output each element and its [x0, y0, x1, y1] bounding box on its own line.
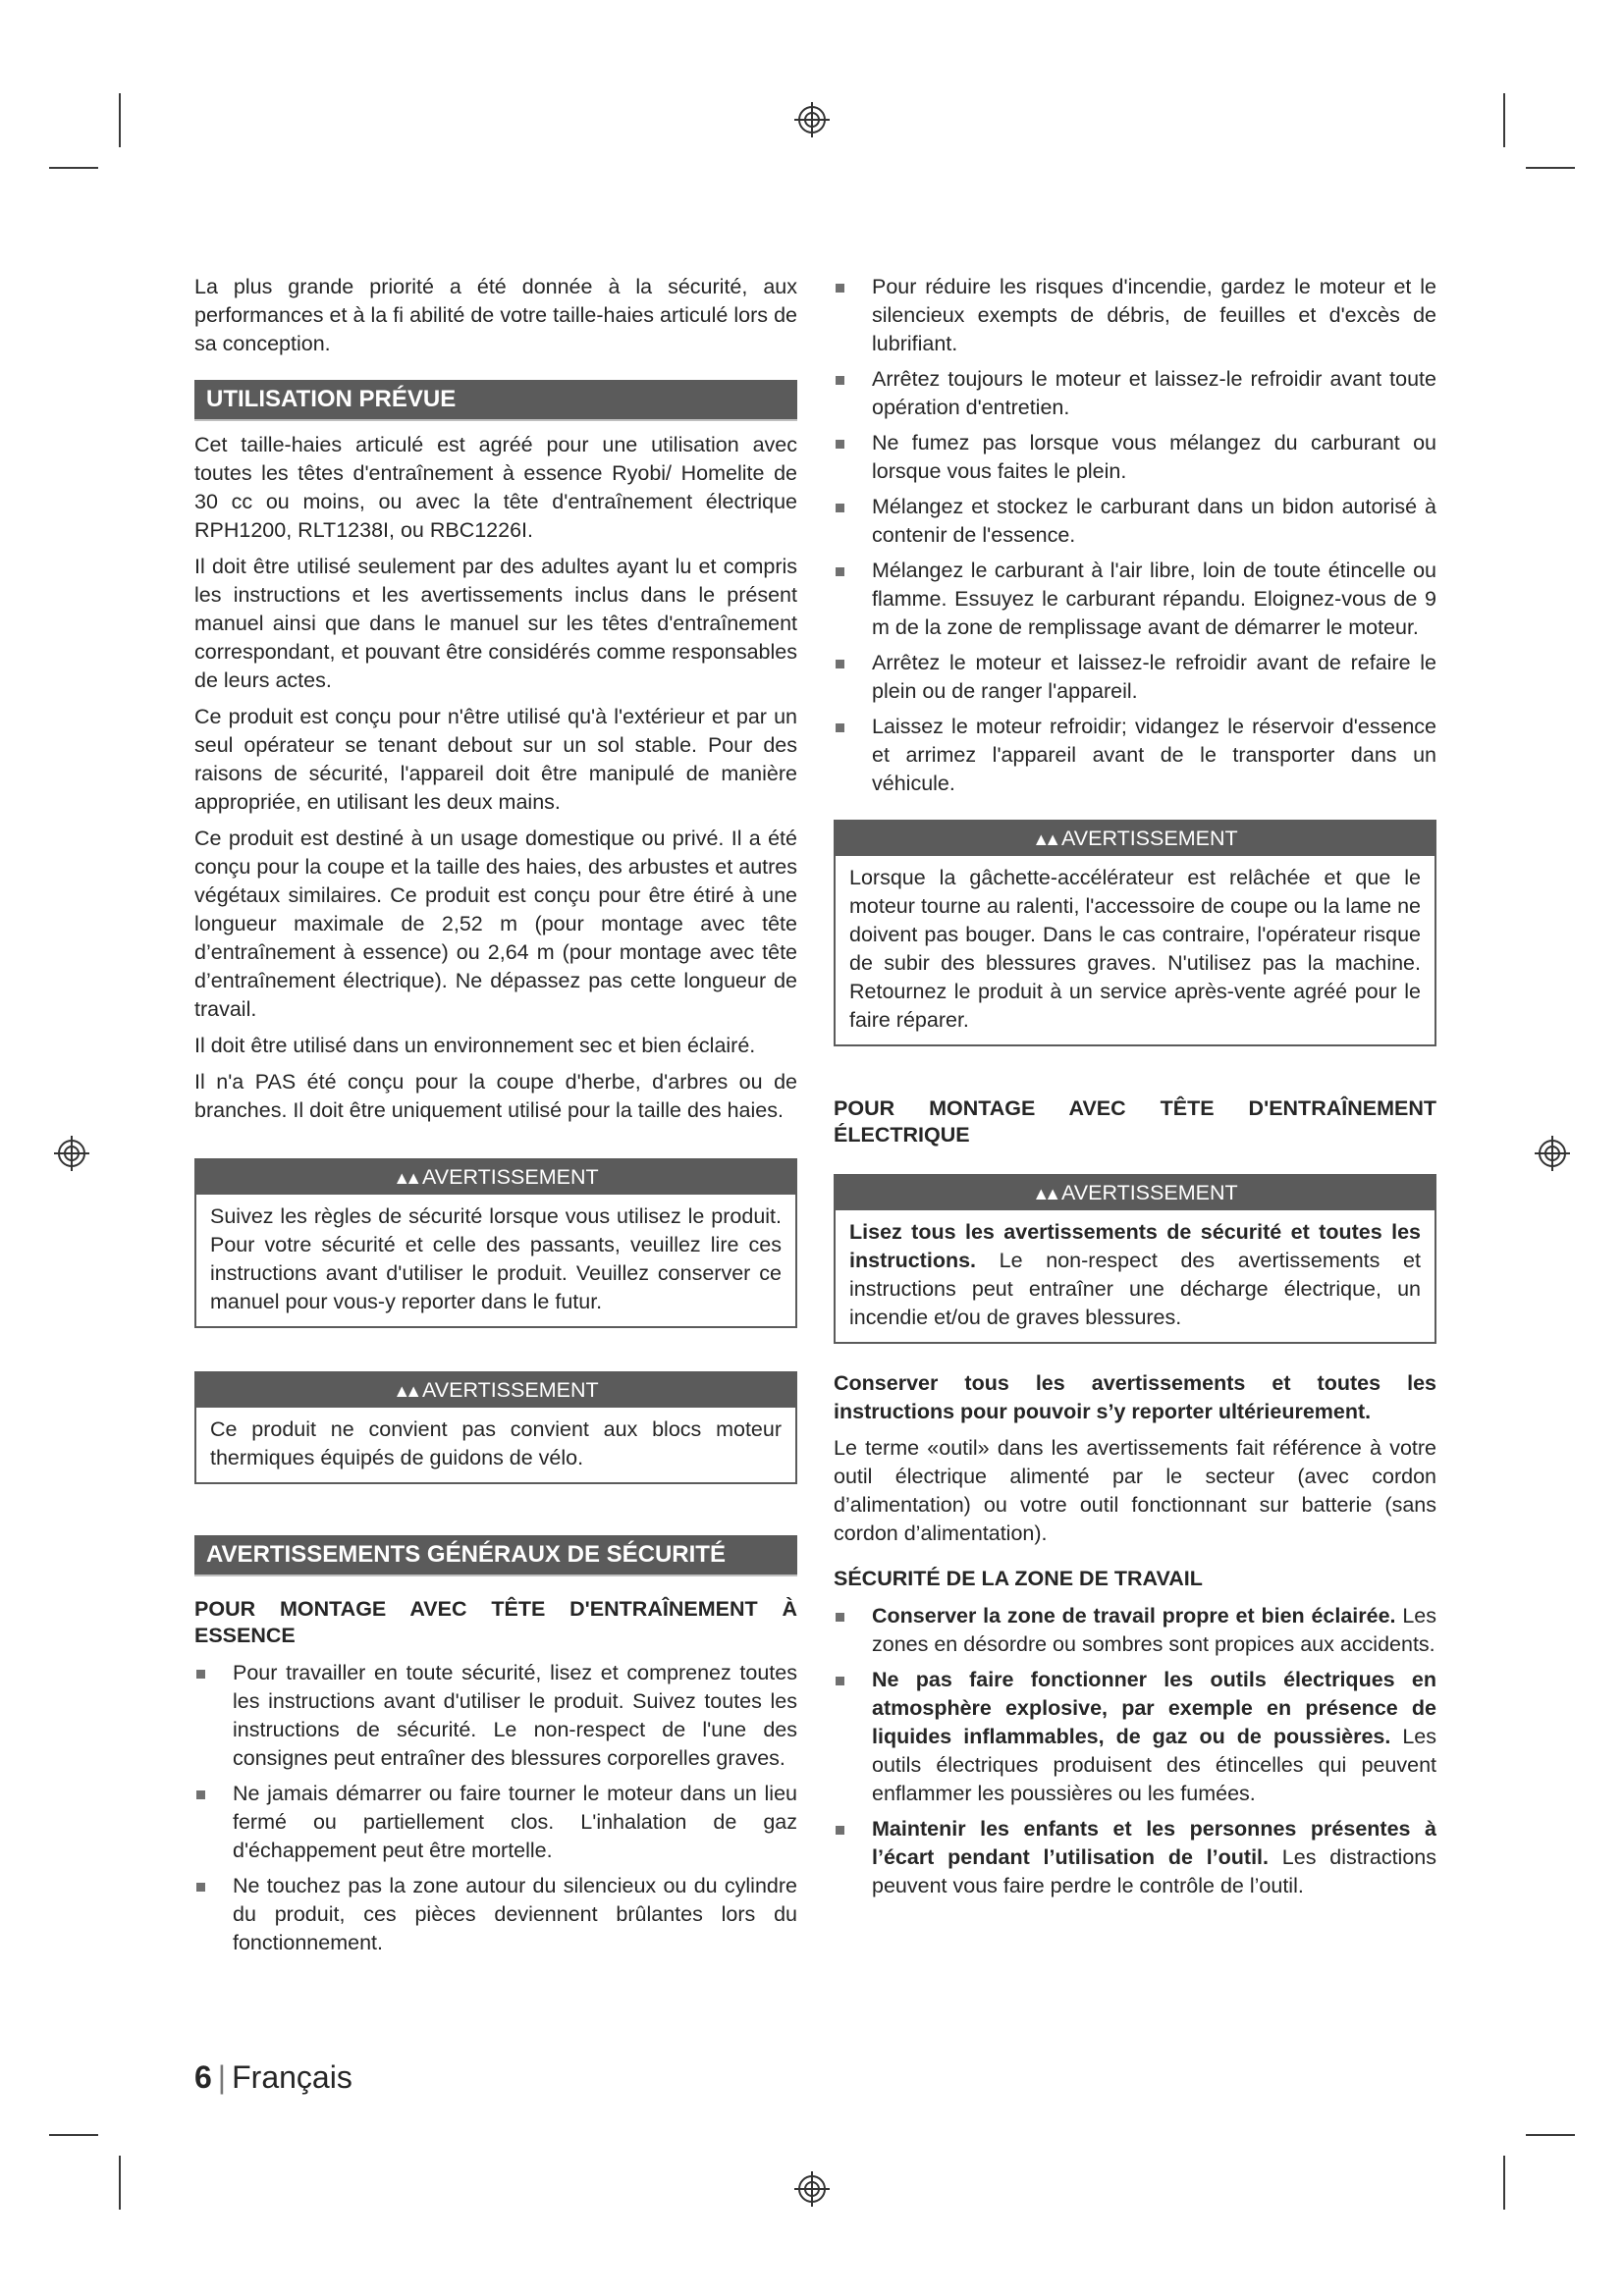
crop-mark: [1503, 2156, 1505, 2210]
list-item-bold: Maintenir les enfants et les personnes présentes à l’écart pendant l’utilisation de l’outil.: [872, 1817, 1436, 1869]
crop-mark: [1503, 93, 1505, 147]
bullet-square-icon: [836, 504, 844, 512]
list-item: [834, 1815, 1436, 1900]
warning-title: AVERTISSEMENT: [1061, 827, 1238, 850]
crop-mark: [119, 93, 121, 147]
warning-box: [834, 1174, 1436, 1344]
subheading-zone-travail: SÉCURITÉ DE LA ZONE DE TRAVAIL: [834, 1567, 1203, 1590]
list-item-text: Les distractions peuvent vous faire perdre le contrôle de l’outil.: [872, 1845, 1436, 1897]
section-title-avertissements: AVERTISSEMENTS GÉNÉRAUX DE SÉCURITÉ: [194, 1535, 797, 1576]
bullet-list: [834, 273, 1436, 798]
bullet-list: [194, 1659, 797, 1957]
footer-separator: |: [217, 2059, 227, 2095]
section-title-utilisation: UTILISATION PRÉVUE: [194, 380, 797, 421]
warning-triangle-icon: ▲▲: [1032, 829, 1056, 849]
list-item-bold: Conserver la zone de travail propre et bien éclairée.: [872, 1604, 1396, 1628]
warning-title: AVERTISSEMENT: [422, 1165, 599, 1189]
registration-mark-icon: [54, 1136, 89, 1171]
list-item: [834, 273, 1436, 358]
crop-mark: [119, 2156, 121, 2210]
registration-mark-icon: [794, 2171, 830, 2207]
paragraph: Il doit être utilisé seulement par des adultes ayant lu et compris les instructions et les avertissements inclus dans le présent manuel ainsi que dans le manuel sur les têtes d'entraînement correspondant, et pouvant être considérés comme responsables de leurs actes.: [194, 555, 797, 692]
warning-bold-text: Lisez tous les avertissements de sécurité et toutes les instructions.: [849, 1220, 1421, 1272]
outil-paragraph: Le terme «outil» dans les avertissements fait référence à votre outil électrique alimenté par le secteur (avec cordon d’alimentation) ou votre outil fonctionnant sur batterie (sans cordon d’alimentation).: [834, 1436, 1436, 1545]
warning-triangle-icon: ▲▲: [393, 1381, 417, 1401]
warning-title: AVERTISSEMENT: [422, 1378, 599, 1402]
warning-triangle-icon: ▲▲: [1032, 1184, 1056, 1203]
warning-text: Ce produit ne convient pas convient aux blocs moteur thermiques équipés de guidons de vélo.: [210, 1417, 782, 1469]
list-item: [194, 1780, 797, 1865]
list-item: [834, 557, 1436, 642]
warning-box: [194, 1158, 797, 1328]
left-column: [194, 273, 797, 1964]
list-item-text: Arrêtez le moteur et laissez-le refroidir avant de refaire le plein ou de ranger l'appareil.: [872, 651, 1436, 703]
list-item-text: Laissez le moteur refroidir; vidangez le réservoir d'essence et arrimez l'appareil avant de le transporter dans un véhicule.: [872, 715, 1436, 795]
paragraph: Ce produit est destiné à un usage domestique ou privé. Il a été conçu pour la coupe et la taille des haies, des arbustes et autres végétaux similaires. Ce produit est conçu pour être étiré à une longueur maximale de 2,52 m (pour montage avec tête d’entraînement à essence) ou 2,64 m (pour montage avec tête d’entraînement électrique). Ne dépassez pas cette longueur de travail.: [194, 827, 797, 1021]
intro-paragraph: La plus grande priorité a été donnée à la sécurité, aux performances et à la fi abilité de votre taille-haies articulé lors de sa conception.: [194, 275, 797, 355]
warning-header: [196, 1160, 795, 1195]
list-item-text: Les outils électriques produisent des étincelles qui peuvent enflammer les poussières ou les fumées.: [872, 1725, 1436, 1805]
list-item-text: Mélangez le carburant à l'air libre, loin de toute étincelle ou flamme. Essuyez le carburant répandu. Eloignez-vous de 9 m de la zone de remplissage avant de démarrer le moteur.: [872, 559, 1436, 639]
list-item-text: Ne jamais démarrer ou faire tourner le moteur dans un lieu fermé ou partiellement clos. L'inhalation de gaz d'échappement peut être mortelle.: [233, 1782, 797, 1862]
bullet-list: [834, 1602, 1436, 1900]
list-item: [834, 713, 1436, 798]
list-item-text: Pour réduire les risques d'incendie, gardez le moteur et le silencieux exempts de débris, de feuilles et d'excès de lubrifiant.: [872, 275, 1436, 355]
bullet-square-icon: [836, 1613, 844, 1622]
warning-header: [196, 1373, 795, 1408]
bullet-square-icon: [196, 1670, 205, 1679]
list-item: [834, 365, 1436, 422]
crop-mark: [49, 167, 98, 169]
paragraph: Cet taille-haies articulé est agréé pour une utilisation avec toutes les têtes d'entraînement à essence Ryobi/ Homelite de 30 cc ou moins, ou avec la tête d'entraînement électrique RPH1200, RLT1238I, ou RBC1226I.: [194, 433, 797, 542]
bullet-square-icon: [836, 284, 844, 293]
paragraph: Il n'a PAS été conçu pour la coupe d'herbe, d'arbres ou de branches. Il doit être uniquement utilisé pour la taille des haies.: [194, 1070, 797, 1122]
warning-box: [834, 820, 1436, 1046]
warning-body-text: Le non-respect des avertissements et instructions peut entraîner une décharge électrique, un incendie et/ou de graves blessures.: [849, 1249, 1421, 1329]
bullet-square-icon: [196, 1883, 205, 1892]
subheading-essence: POUR MONTAGE AVEC TÊTE D'ENTRAÎNEMENT À ESSENCE: [194, 1597, 797, 1647]
list-item: [194, 1659, 797, 1773]
paragraph: Ce produit est conçu pour n'être utilisé qu'à l'extérieur et par un seul opérateur se tenant debout sur un sol stable. Pour des raisons de sécurité, l'appareil doit être manipulé de manière appropriée, en utilisant les deux mains.: [194, 705, 797, 814]
list-item: [194, 1872, 797, 1957]
warning-box: [194, 1371, 797, 1484]
list-item-text: Arrêtez toujours le moteur et laissez-le refroidir avant toute opération d'entretien.: [872, 367, 1436, 419]
list-item: [834, 493, 1436, 550]
list-item-text: Mélangez et stockez le carburant dans un bidon autorisé à contenir de l'essence.: [872, 495, 1436, 547]
page-number: 6: [194, 2059, 212, 2095]
subheading-electrique: POUR MONTAGE AVEC TÊTE D'ENTRAÎNEMENT ÉLECTRIQUE: [834, 1096, 1436, 1147]
warning-title: AVERTISSEMENT: [1061, 1181, 1238, 1204]
bullet-square-icon: [196, 1790, 205, 1799]
list-item: [834, 429, 1436, 486]
registration-mark-icon: [794, 102, 830, 137]
bullet-square-icon: [836, 1677, 844, 1685]
registration-mark-icon: [1535, 1136, 1570, 1171]
right-column: [834, 273, 1436, 1907]
list-item-text: Ne fumez pas lorsque vous mélangez du carburant ou lorsque vous faites le plein.: [872, 431, 1436, 483]
bullet-square-icon: [836, 376, 844, 385]
bullet-square-icon: [836, 660, 844, 668]
paragraph: Il doit être utilisé dans un environnement sec et bien éclairé.: [194, 1034, 756, 1057]
warning-header: [836, 1176, 1435, 1210]
keep-instructions-paragraph: Conserver tous les avertissements et toutes les instructions pour pouvoir s’y reporter ultérieurement.: [834, 1371, 1436, 1423]
list-item-bold: Ne pas faire fonctionner les outils électriques en atmosphère explosive, par exemple en présence de liquides inflammables, de gaz ou de poussières.: [872, 1668, 1436, 1748]
list-item: [834, 649, 1436, 706]
warning-triangle-icon: ▲▲: [393, 1168, 417, 1188]
crop-mark: [49, 2134, 98, 2136]
list-item-text: Pour travailler en toute sécurité, lisez et comprenez toutes les instructions avant d'utiliser le produit. Suivez toutes les instructions de sécurité. Le non-respect de l'une des consignes peut entraîner des blessures corporelles graves.: [233, 1661, 797, 1770]
page-language: Français: [232, 2059, 352, 2095]
warning-header: [836, 822, 1435, 856]
bullet-square-icon: [836, 567, 844, 576]
crop-mark: [1526, 167, 1575, 169]
list-item-text: Ne touchez pas la zone autour du silencieux ou du cylindre du produit, ces pièces deviennent brûlantes lors du fonctionnement.: [233, 1874, 797, 1954]
warning-text: [836, 1210, 1435, 1342]
warning-text: Lorsque la gâchette-accélérateur est relâchée et que le moteur tourne au ralenti, l'accessoire de coupe ou la lame ne doivent pas bouger. Dans le cas contraire, l'opérateur risque de subir des blessures graves. N'utilisez pas la machine. Retournez le produit à un service après-vente agréé pour le faire réparer.: [849, 866, 1421, 1032]
bullet-square-icon: [836, 1826, 844, 1835]
bullet-square-icon: [836, 440, 844, 449]
warning-text: Suivez les règles de sécurité lorsque vous utilisez le produit. Pour votre sécurité et celle des passants, veuillez lire ces instructions avant d'utiliser le produit. Veuillez conserver ce manuel pour vous-y reporter dans le futur.: [210, 1204, 782, 1313]
bullet-square-icon: [836, 723, 844, 732]
list-item: [834, 1602, 1436, 1659]
page-footer: [194, 2059, 352, 2096]
list-item: [834, 1666, 1436, 1808]
list-item-text: Les zones en désordre ou sombres sont propices aux accidents.: [872, 1604, 1436, 1656]
crop-mark: [1526, 2134, 1575, 2136]
